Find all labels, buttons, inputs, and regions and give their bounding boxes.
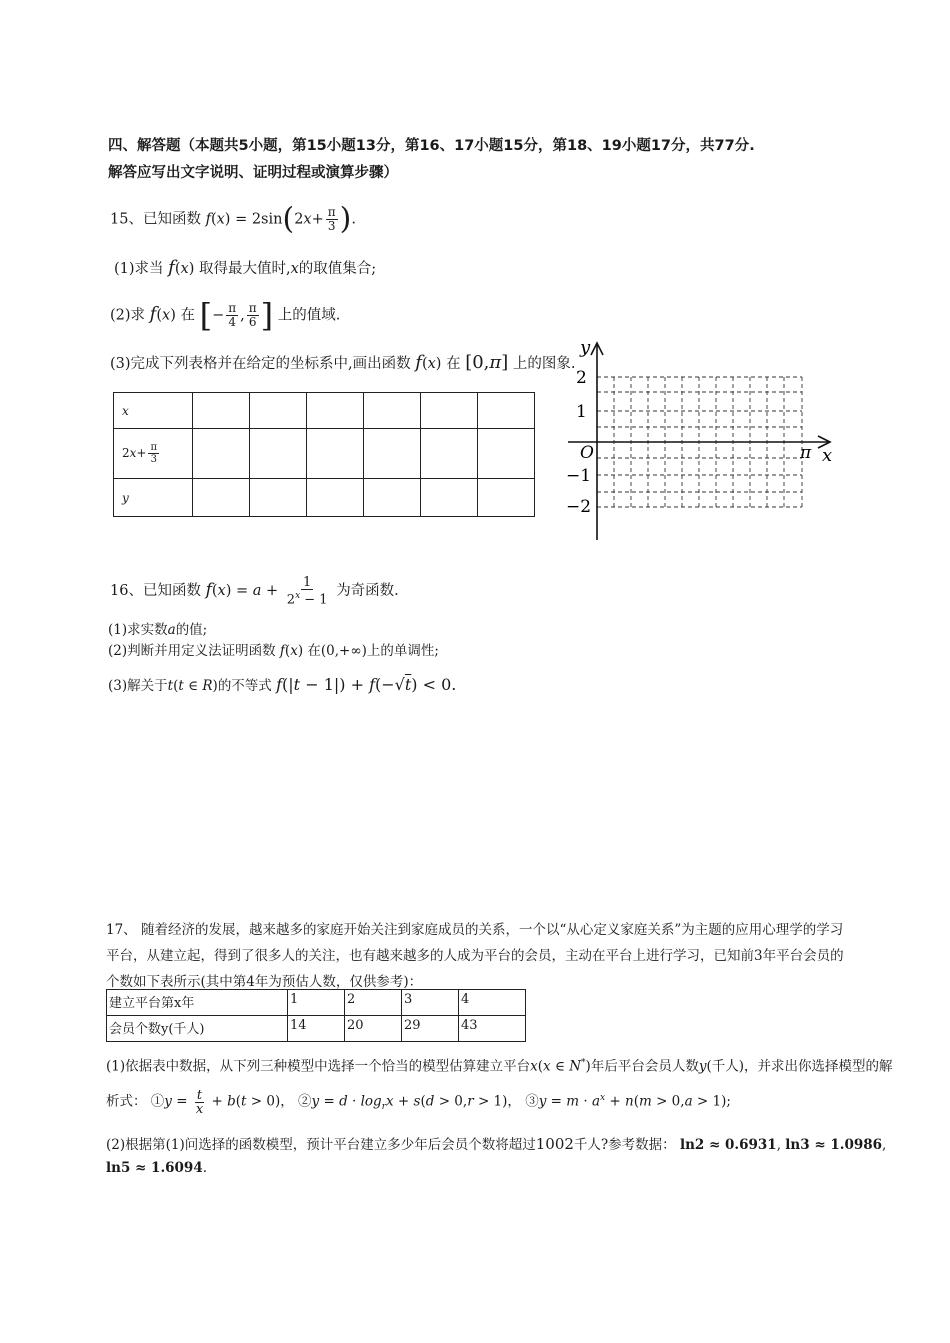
section-heading-line1: 四、解答题（本题共5小题，第15小题13分，第16、17小题15分，第18、19小题17分，共77分.: [108, 138, 755, 154]
q16-statement: 16、已知函数 f(x) = a + $\frac{1}{2^x - 1}$ 为奇函数.: [110, 575, 399, 608]
q15-p1-a: (1)求当: [114, 261, 164, 277]
q17-ref-ln5: ln5 ≈ 1.6094: [106, 1160, 203, 1176]
q17-cell: 14: [288, 1016, 345, 1042]
section-heading: [108, 133, 868, 187]
q17-cell: 2: [345, 990, 402, 1016]
q15-cell: [364, 429, 421, 479]
q17-ref-ln2: ln2 ≈ 0.6931: [679, 1137, 777, 1153]
q15-cell: [307, 393, 364, 429]
q15-cell: [364, 479, 421, 517]
q17-cell: 29: [402, 1016, 459, 1042]
q15-cell: [478, 429, 535, 479]
tick-label-1: 1: [576, 402, 587, 422]
q17-cell: 3: [402, 990, 459, 1016]
q15-cell: [307, 479, 364, 517]
q17-table-row-year: [107, 990, 526, 1016]
q17-part2-ref: ln5 ≈ 1.6094.: [106, 1160, 208, 1176]
q15-cell: [193, 479, 250, 517]
q15-p1-c: 的取值集合;: [298, 261, 377, 277]
q15-statement: 15、已知函数 f(x) = 2sin(2x+ $\frac{\pi}{3}$ ).: [110, 201, 356, 237]
q17-p2-b: 千人?参考数据：: [573, 1137, 676, 1153]
q15-table-row-arg: [114, 429, 535, 479]
tick-label-2: 2: [576, 368, 587, 388]
q17-ref-ln3: ln3 ≈ 1.0986: [785, 1137, 883, 1153]
section-heading-line2: 解答应写出文字说明、证明过程或演算步骤）: [108, 165, 398, 181]
q15-coordinate-grid: [560, 335, 850, 545]
q17-cell: 43: [459, 1016, 526, 1042]
q15-cell: [478, 393, 535, 429]
q17-cell: 会员个数y(千人): [107, 1016, 288, 1042]
q15-table-row-y: [114, 479, 535, 517]
q16-p2-b: 在: [307, 643, 321, 659]
tick-label-neg1: −1: [566, 466, 592, 486]
q16-p1-b: 的值;: [175, 622, 208, 638]
q17-part2: (2)根据第(1)问选择的函数模型，预计平台建立多少年后会员个数将超过1002千人?参考数据： ln2 ≈ 0.6931, ln3 ≈ 1.0986,: [106, 1135, 887, 1153]
q17-cell: 20: [345, 1016, 402, 1042]
q16-part2: (2)判断并用定义法证明函数 f(x) 在(0,+∞)上的单调性;: [108, 643, 439, 659]
q15-cell: [193, 429, 250, 479]
q15-cell: [307, 429, 364, 479]
q15-cell: [478, 479, 535, 517]
q15-p1-b: 取得最大值时,: [198, 261, 291, 277]
q15-table-label-y: [114, 479, 193, 517]
q16-lead: 16、已知函数: [110, 583, 201, 600]
q15-table-label-arg: 2x+ $\frac{\pi}{3}$: [114, 429, 193, 479]
q15-cell: [250, 393, 307, 429]
q15-table-label-x: [114, 393, 193, 429]
q15-p2-b: 在: [180, 307, 195, 324]
q17-p2-a: (2)根据第(1)问选择的函数模型，预计平台建立多少年后会员个数将超过: [106, 1137, 536, 1153]
q16-part3: (3)解关于t(t ∈ R)的不等式 f(|t − 1|) + f(−√t) < 0.: [108, 675, 457, 694]
q16-p3-b: 的不等式: [217, 678, 272, 694]
q15-p3-a: (3)完成下列表格并在给定的坐标系中,画出函数: [110, 356, 411, 372]
q15-cell: [421, 479, 478, 517]
q17-p1-a: (1)依据表中数据，从下列三种模型中选择一个恰当的模型估算建立平台: [106, 1058, 531, 1075]
q16-p3-a: (3)解关于: [108, 678, 168, 694]
q17-p1-b: 年后平台会员人数: [590, 1058, 699, 1075]
q15-cell: [250, 429, 307, 479]
q15-lead: 15、已知函数: [110, 211, 201, 228]
q17-table-row-members: [107, 1016, 526, 1042]
q16-p2-c: 上的单调性;: [366, 643, 439, 659]
q15-part1: (1)求当 f(x) 取得最大值时,x的取值集合;: [114, 257, 377, 278]
q15-table-row-x: [114, 393, 535, 429]
pi-label: π: [800, 443, 812, 463]
q17-cell: 4: [459, 990, 526, 1016]
tick-label-neg2: −2: [566, 497, 592, 517]
axes: [568, 343, 833, 540]
q15-cell: [421, 429, 478, 479]
q15-p2-c: 上的值域.: [277, 307, 341, 324]
q15-cell: [364, 393, 421, 429]
q17-cell: 建立平台第x年: [107, 990, 288, 1016]
q15-part3: (3)完成下列表格并在给定的坐标系中,画出函数 f(x) 在 [0,π] 上的图象.: [110, 352, 576, 373]
q17-table: [106, 989, 526, 1042]
q17-cell: 1: [288, 990, 345, 1016]
q15-p3-c: 上的图象.: [512, 356, 576, 372]
q15-cell: [193, 393, 250, 429]
q15-table-label-x-text: x: [122, 403, 129, 418]
q15-p3-b: 在: [446, 356, 461, 372]
q15-cell: [250, 479, 307, 517]
q15-table: [113, 392, 535, 517]
y-axis-label: y: [580, 337, 591, 358]
q15-table-label-y-text: y: [122, 490, 129, 505]
q16-p1-a: (1)求实数: [108, 622, 168, 638]
q17-p2-n: 1002: [535, 1135, 574, 1153]
q15-cell: [421, 393, 478, 429]
origin-label: O: [580, 443, 594, 463]
q16-tail: 为奇函数.: [336, 583, 399, 600]
q15-p2-a: (2)求: [110, 307, 146, 324]
q16-part1: (1)求实数a的值;: [108, 622, 208, 638]
q16-p2-a: (2)判断并用定义法证明函数: [108, 643, 276, 659]
x-axis-label: x: [822, 445, 833, 466]
q17-p1-c: (千人)，并求出你选择模型的解: [706, 1058, 893, 1075]
q17-part1-line2: 析式： ①y = $\frac{t}{x}$ + b(t > 0)， ②y = $d \cdot \log_rx + s(d > 0,r > 1)$， ③y = $m \cdot a^x + n(m > 0,a > 1)$;: [106, 1087, 731, 1117]
q15-part2: (2)求 f(x) 在 [− $\frac{\pi}{4}$ , $\frac{\pi}{6}$ ] 上的值域.: [110, 296, 341, 335]
q17-paragraph: 17、 随着经济的发展，越来越多的家庭开始关注到家庭成员的关系，一个以“从心定义家庭关系”为主题的应用心理学的学习平台，从建立起，得到了很多人的关注，也有越来越多的人成为平台的会员，主动在平台上进行学习，已知前3年平台会员的个数如下表所示(其中第4年为预估人数，仅供参考)：: [106, 922, 844, 990]
q17-part1-line1: (1)依据表中数据，从下列三种模型中选择一个恰当的模型估算建立平台x(x ∈ N*)年后平台会员人数y(千人)，并求出你选择模型的解: [106, 1058, 893, 1075]
q17-p1-d: 析式：: [106, 1093, 147, 1110]
